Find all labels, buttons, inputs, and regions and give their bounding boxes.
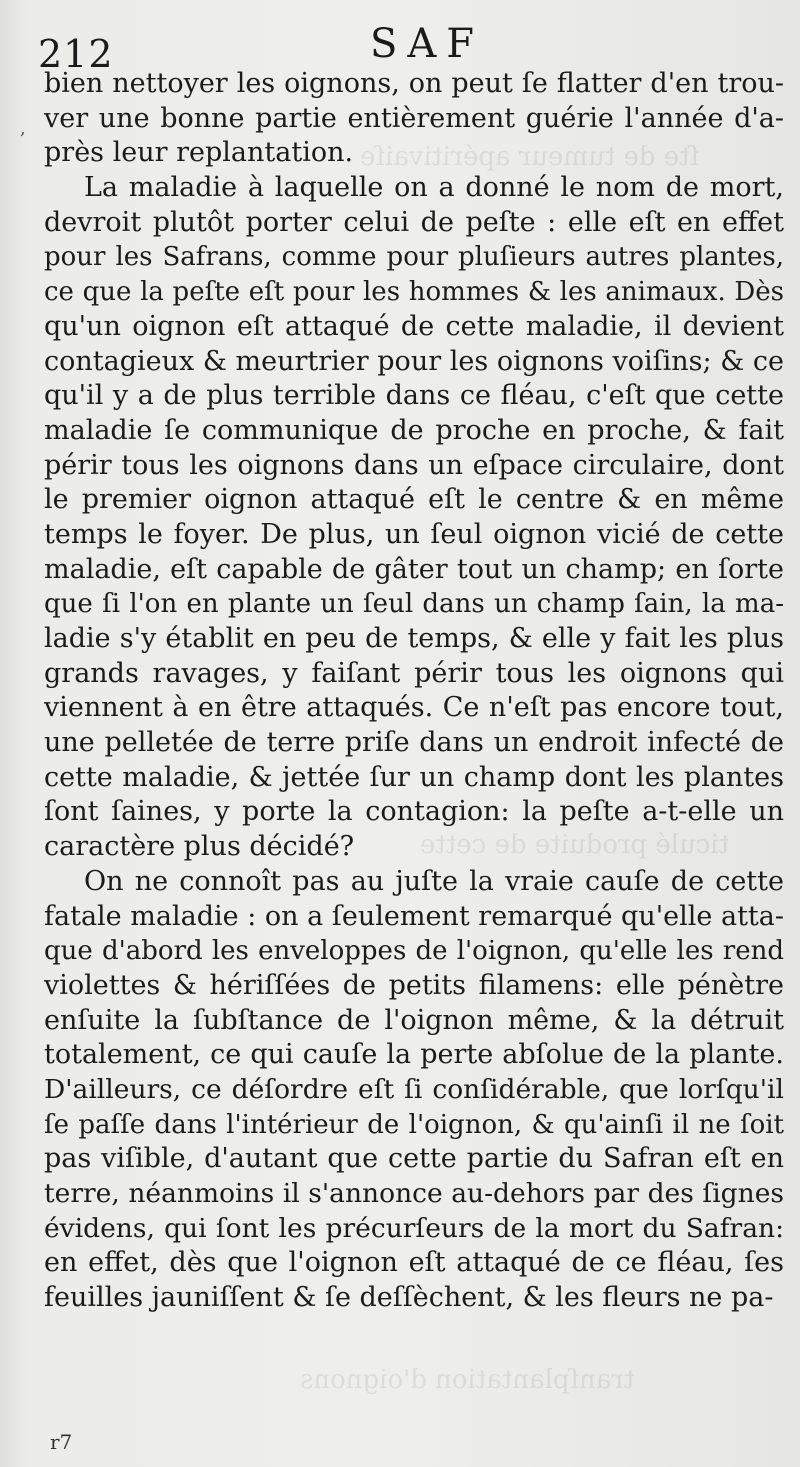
text-line: pour les Safrans, comme pour pluſieurs autres plantes, — [44, 242, 784, 273]
text-line: qu'un oignon eſt attaqué de cette maladie, il devient — [44, 310, 784, 342]
text-line: ſont ſaines, y porte la contagion: la peſte a-t-elle un — [44, 796, 784, 828]
text-line: le premier oignon attaqué eſt le centre & en même — [44, 484, 784, 516]
text-line: une pelletée de terre priſe dans un endroit infecté de — [44, 727, 784, 759]
text-line: D'ailleurs, ce déſordre eſt ſi conſidérable, que lorſqu'il — [44, 1073, 784, 1105]
text-line: bien nettoyer les oignons, on peut ſe flatter d'en trou- — [44, 68, 784, 99]
text-line: contagieux & meurtrier pour les oignons voiſins; & ce — [44, 345, 784, 377]
text-line: temps le foyer. De plus, un ſeul oignon vicié de cette — [44, 518, 784, 550]
text-line: grands ravages, y faiſant périr tous les oignons qui — [44, 657, 784, 689]
text-line: viennent à en être attaqués. Ce n'eſt pas encore tout, — [44, 692, 784, 724]
text-line: On ne connoît pas au juſte la vraie cauſe de cette — [84, 865, 784, 897]
text-line: devroit plutôt porter celui de peſte : elle eſt en effet — [44, 206, 784, 238]
text-line: caractère plus décidé? — [44, 831, 355, 863]
text-line: enſuite la ſubſtance de l'oignon même, & la détruit — [44, 1004, 784, 1036]
body-text — [44, 67, 784, 1316]
show-through-text: tranſplantation d'oignons — [300, 1365, 635, 1395]
text-line: que d'abord les enveloppes de l'oignon, qu'elle les rend — [44, 936, 784, 967]
text-line: maladie, eſt capable de gâter tout un champ; en ſorte — [44, 553, 784, 585]
text-line: pas viſible, d'autant que cette partie du Safran eſt en — [44, 1143, 784, 1175]
text-line: en effet, dès que l'oignon eſt attaqué de ce fléau, ſes — [44, 1247, 784, 1279]
show-through-text: ticulé produite de cette — [420, 830, 730, 860]
text-line: ladie s'y établit en peu de temps, & elle y fait les plus — [44, 623, 784, 654]
running-title: SAF — [370, 21, 485, 67]
page-number: 212 — [38, 32, 114, 76]
text-line: maladie ſe communique de proche en proche, & fait — [44, 414, 784, 446]
margin-mark: , — [20, 118, 26, 139]
text-line: terre, néanmoins il s'annonce au-dehors par des ſignes — [44, 1178, 784, 1209]
text-line: feuilles jauniſſent & ſe deſſèchent, & les fleurs ne pa- — [44, 1282, 774, 1314]
bottom-mark: r7 — [50, 1430, 73, 1454]
text-line: fatale maladie : on a ſeulement remarqué qu'elle atta- — [44, 900, 784, 932]
text-line: que ſi l'on en plante un ſeul dans un champ ſain, la ma- — [44, 589, 784, 620]
text-line: totalement, ce qui cauſe la perte abſolue de la plante. — [44, 1039, 784, 1071]
running-head — [0, 21, 800, 76]
text-line: évidens, qui ſont les précurſeurs de la mort du Safran: — [44, 1212, 784, 1244]
show-through-text: ſte de tumeur apéritivaiſe — [360, 142, 700, 172]
text-line: La maladie à laquelle on a donné le nom de mort, — [84, 172, 784, 204]
text-line: près leur replantation. — [44, 137, 354, 169]
text-line: périr tous les oignons dans un eſpace circulaire, dont — [44, 449, 784, 481]
text-line: ce que la peſte eſt pour les hommes & les animaux. Dès — [44, 277, 784, 308]
text-line: ſe paſſe dans l'intérieur de l'oignon, & qu'ainſi il ne ſoit — [44, 1109, 784, 1140]
text-line: cette maladie, & jettée ſur un champ dont les plantes — [44, 761, 784, 793]
text-line: violettes & hériſſées de petits filamens: elle pénètre — [44, 969, 784, 1001]
text-line: ver une bonne partie entièrement guérie l'année d'a- — [44, 102, 784, 134]
text-line: qu'il y a de plus terrible dans ce fléau, c'eſt que cette — [44, 380, 784, 412]
